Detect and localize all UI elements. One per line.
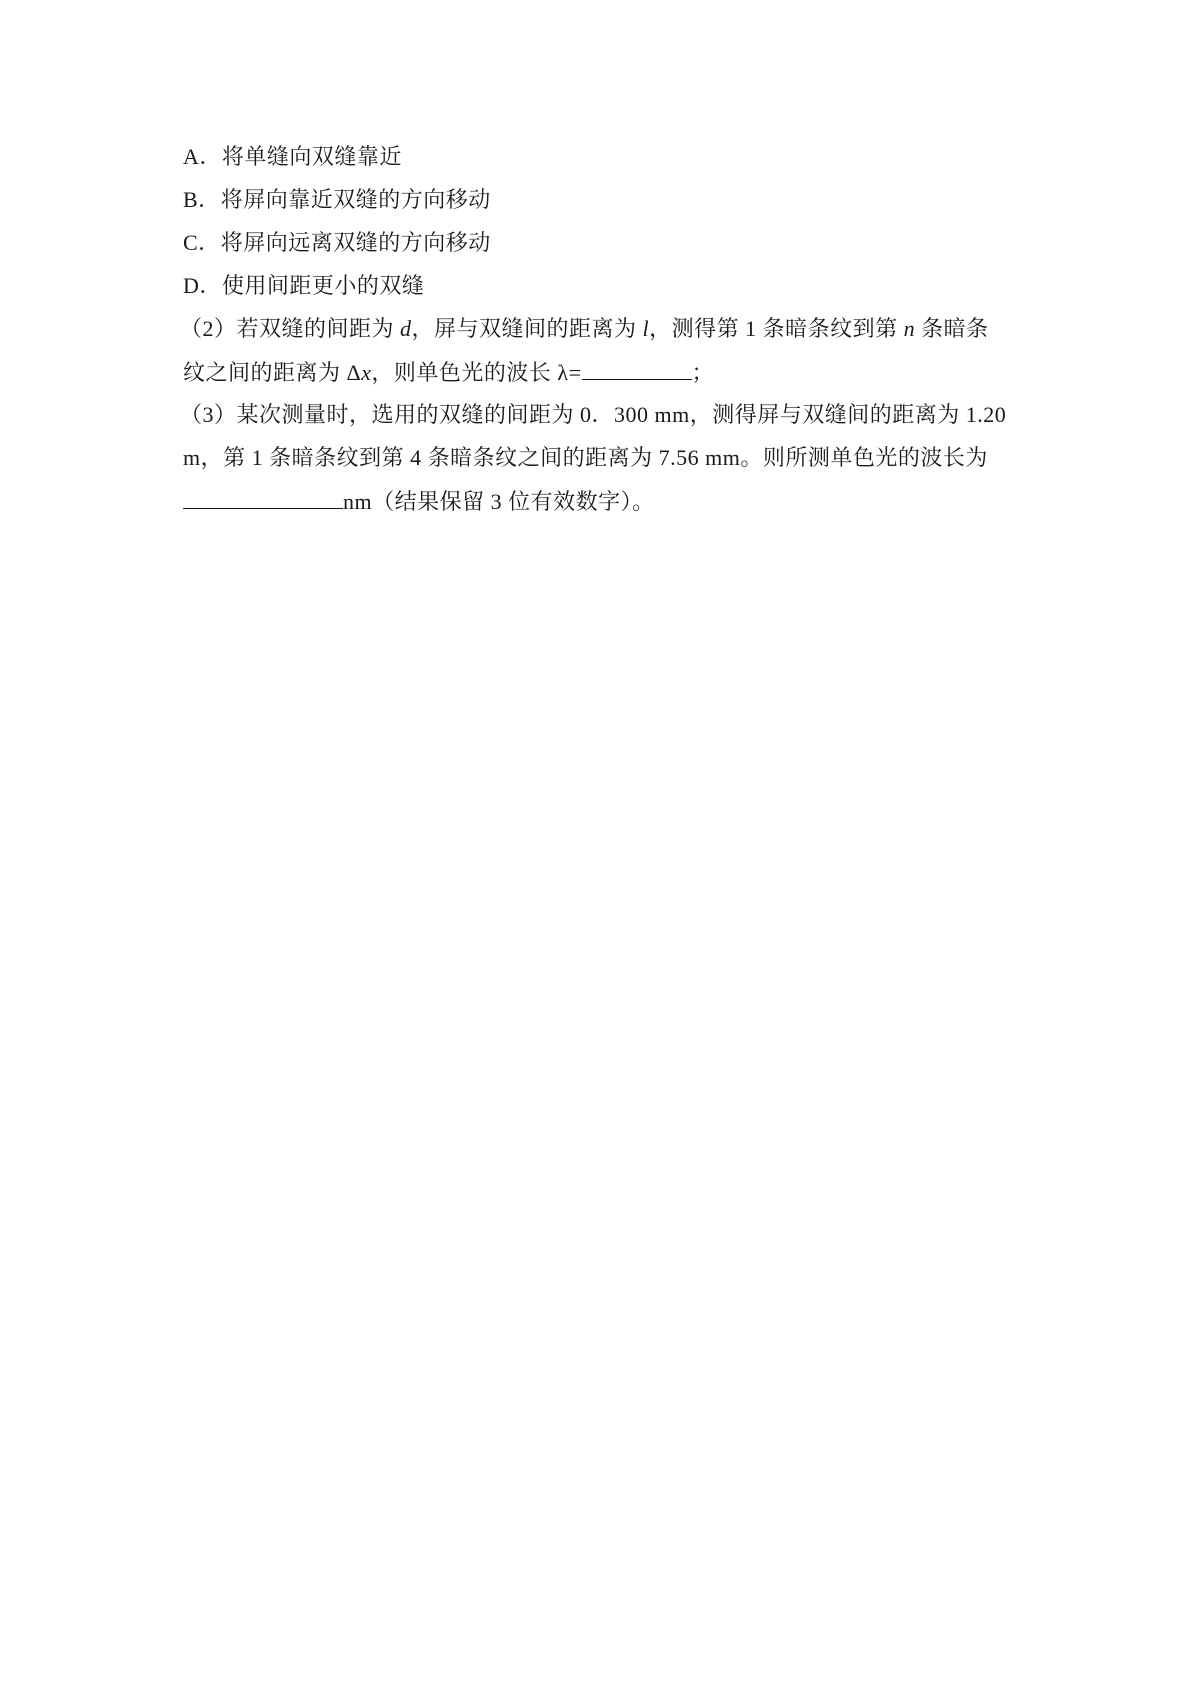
q2-line2-part2: ，则单色光的波长 λ= bbox=[371, 360, 582, 385]
q2-var-n: n bbox=[903, 316, 916, 341]
q2-part4: 条暗条 bbox=[915, 316, 989, 341]
q3-line1: （3）某次测量时，选用的双缝的间距为 0．300 mm，测得屏与双缝间的距离为 1.20 bbox=[180, 402, 1007, 427]
option-b-letter: B． bbox=[183, 187, 221, 212]
q2-part3: ，测得第 1 条暗条纹到第 bbox=[649, 316, 904, 341]
q2-answer-blank[interactable] bbox=[582, 357, 692, 380]
option-b-text: 将屏向靠近双缝的方向移动 bbox=[220, 187, 491, 212]
option-c bbox=[183, 228, 491, 258]
q2-var-x: x bbox=[361, 360, 372, 385]
option-a-letter: A． bbox=[183, 144, 222, 169]
q3-line3-end: nm（结果保留 3 位有效数字）。 bbox=[343, 489, 655, 514]
question-3-line-3 bbox=[183, 486, 655, 517]
question-2-line-2 bbox=[183, 357, 714, 388]
question-3-line-2 bbox=[183, 443, 988, 473]
option-c-letter: C． bbox=[183, 230, 221, 255]
option-d-text: 使用间距更小的双缝 bbox=[221, 273, 425, 298]
option-c-text: 将屏向远离双缝的方向移动 bbox=[220, 230, 491, 255]
q3-answer-blank[interactable] bbox=[183, 486, 343, 509]
q2-line2-part1: 纹之间的距离为 Δ bbox=[183, 360, 362, 385]
q2-part2: ，屏与双缝间的距离为 bbox=[411, 316, 643, 341]
q3-line2: m，第 1 条暗条纹到第 4 条暗条纹之间的距离为 7.56 mm。则所测单色光的波长为 bbox=[183, 445, 988, 470]
option-b bbox=[183, 185, 491, 215]
option-d-letter: D． bbox=[183, 273, 222, 298]
q2-line2-end: ； bbox=[691, 360, 715, 385]
option-a-text: 将单缝向双缝靠近 bbox=[221, 144, 402, 169]
option-d bbox=[183, 271, 424, 301]
q2-var-d: d bbox=[400, 316, 412, 341]
option-a bbox=[183, 142, 402, 172]
q2-part1: （2）若双缝的间距为 bbox=[180, 316, 401, 341]
question-3-line-1 bbox=[180, 400, 1006, 430]
q2-var-l: l bbox=[642, 316, 650, 341]
question-2-line-1 bbox=[180, 314, 989, 344]
